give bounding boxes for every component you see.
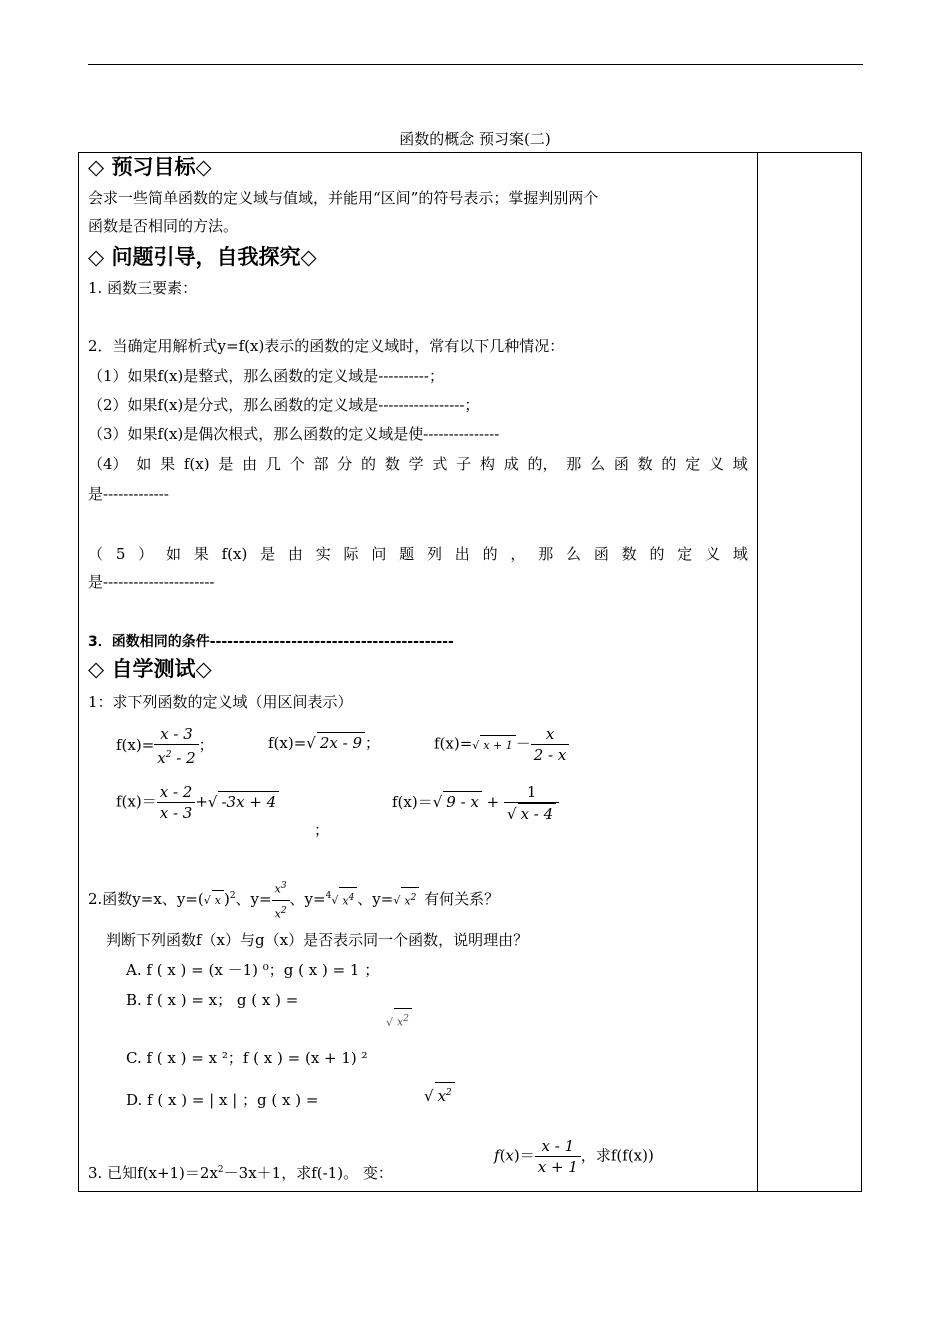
case-5-word: 是 bbox=[260, 545, 276, 563]
case-4-word: 的 bbox=[361, 455, 377, 473]
formula-4: f(x)＝ $\frac{x - 2}{x - 3}$ +√ -3x + 4 bbox=[116, 782, 279, 823]
case-4-word: 的 bbox=[661, 455, 677, 473]
case-5-word: 问 bbox=[371, 545, 387, 563]
goal-text-1: 会求一些简单函数的定义域与值域，并能用“区间”的符号表示；掌握判别两个 bbox=[88, 189, 599, 207]
option-a: A. f ( x ) = (x －1) ⁰；g ( x ) = 1 ； bbox=[126, 961, 380, 979]
case-4-word: f(x) bbox=[183, 455, 210, 473]
case-4-line bbox=[88, 454, 748, 474]
formula-5: f(x)＝√ 9 - x + $\frac{1}{√ x - 4}$ bbox=[392, 782, 559, 824]
case-5-word: 义 bbox=[705, 545, 721, 563]
case-5-word: 么 bbox=[566, 545, 582, 563]
q1-text: 1. 函数三要素： bbox=[88, 279, 198, 297]
case-5-word: 列 bbox=[426, 545, 442, 563]
case-4-word: 式 bbox=[432, 455, 448, 473]
case-5-word: 如 bbox=[165, 545, 181, 563]
q2-text: 2．当确定用解析式y=f(x)表示的函数的定义域时，常有以下几种情况： bbox=[88, 337, 565, 355]
case-4-word: 由 bbox=[242, 455, 258, 473]
test-2-suffix: 有何关系？ bbox=[424, 890, 500, 909]
case-4-word: 如 bbox=[136, 455, 152, 473]
case-4-word: 几 bbox=[265, 455, 281, 473]
case-5-word: ， bbox=[510, 545, 526, 563]
case-4-word: 部 bbox=[313, 455, 329, 473]
goal-text-2: 函数是否相同的方法。 bbox=[88, 217, 239, 235]
case-4-word: 分 bbox=[337, 455, 353, 473]
judge-text: 判断下列函数f（x）与g（x）是否表示同一个函数，说明理由？ bbox=[106, 931, 529, 949]
case-4-word: 么 bbox=[590, 455, 606, 473]
case-4-word: 成 bbox=[503, 455, 519, 473]
case-5-word: 数 bbox=[621, 545, 637, 563]
option-d-radical: √ $x^2$ bbox=[424, 1082, 455, 1106]
case-4-word: 子 bbox=[456, 455, 472, 473]
formula-1: f(x)= $\frac{x - 3}{x^2 - 2}$ ； bbox=[116, 725, 214, 767]
option-b: B. f ( x ) = x； g ( x ) = bbox=[126, 991, 299, 1009]
test-1-text: 1：求下列函数的定义域（用区间表示） bbox=[88, 693, 353, 711]
side-column-divider bbox=[757, 152, 758, 1192]
case-5-word: 果 bbox=[193, 545, 209, 563]
formula-3: f(x)=√ x + 1 － $\frac{x}{2 - x}$ bbox=[434, 724, 569, 765]
case-5-word: 5 bbox=[115, 545, 126, 563]
goal-heading: ◇ 预习目标◇ bbox=[88, 155, 212, 179]
test-3-part-a: 3. 已知f(x+1)＝2x bbox=[88, 1164, 218, 1182]
main-content bbox=[88, 152, 750, 1192]
case-4-word: 构 bbox=[479, 455, 495, 473]
option-b-radical: √ $x^2$ bbox=[386, 1008, 412, 1033]
case-4-word: 的， bbox=[527, 455, 558, 473]
case-4-word: 那 bbox=[566, 455, 582, 473]
test-3-formula: f(x)＝ $\frac{x - 1}{x + 1}$ ，求f(f(x)) bbox=[494, 1137, 654, 1176]
case-4-word: 函 bbox=[613, 455, 629, 473]
case-5-word: 函 bbox=[593, 545, 609, 563]
case-4-word: （4） bbox=[88, 455, 128, 473]
case-1: （1）如果f(x)是整式，那么函数的定义域是----------； bbox=[88, 367, 444, 385]
case-5-word: 的 bbox=[482, 545, 498, 563]
case-4-word: 学 bbox=[408, 455, 424, 473]
case-5-word: f(x) bbox=[221, 545, 248, 563]
case-5-blank: 是---------------------- bbox=[88, 573, 215, 591]
case-5-word: 由 bbox=[287, 545, 303, 563]
case-5-word: 题 bbox=[399, 545, 415, 563]
test-3-part-b: －3x＋1，求f(-1)。 变： bbox=[223, 1164, 393, 1182]
case-5-word: 的 bbox=[649, 545, 665, 563]
q3-text: 3．函数相同的条件------------------------------------------ bbox=[88, 634, 454, 650]
case-5-word: 际 bbox=[343, 545, 359, 563]
case-5-word: 域 bbox=[732, 545, 748, 563]
case-4-blank: 是------------- bbox=[88, 485, 169, 503]
case-5-word: 定 bbox=[677, 545, 693, 563]
formula-4-sep: ； bbox=[314, 821, 330, 839]
case-4-word: 果 bbox=[160, 455, 176, 473]
test-3-line: 3. 已知$f(x+1)=2x^2-3x+1$，求f(-1)。 变： bbox=[88, 1164, 393, 1182]
header-rule bbox=[88, 64, 863, 65]
case-2: （2）如果f(x)是分式，那么函数的定义域是-----------------； bbox=[88, 396, 480, 414]
case-5-line bbox=[88, 544, 748, 564]
case-3: （3）如果f(x)是偶次根式，那么函数的定义域是使--------------- bbox=[88, 425, 500, 443]
test-2-prefix: 2.函数y=x、y=( bbox=[88, 890, 204, 909]
option-d: D. f ( x ) = | x | ；g ( x ) = bbox=[126, 1091, 319, 1109]
case-4-word: 个 bbox=[289, 455, 305, 473]
case-4-word: 数 bbox=[637, 455, 653, 473]
case-4-word: 数 bbox=[384, 455, 400, 473]
case-5-word: 出 bbox=[454, 545, 470, 563]
case-4-word: 定 bbox=[685, 455, 701, 473]
guide-heading: ◇ 问题引导，自我探究◇ bbox=[88, 245, 317, 269]
case-5-word: 实 bbox=[315, 545, 331, 563]
test-3-part-c: ，求f(f(x)) bbox=[580, 1146, 654, 1165]
case-5-word: （ bbox=[88, 545, 104, 563]
case-5-word: ） bbox=[138, 545, 154, 563]
test-heading: ◇ 自学测试◇ bbox=[88, 657, 212, 681]
test-2-text: 2.函数y=x、y=(√ x )$^2$、y= $\frac{x^3}{x^2}$ 、y=$^4$√ $x^4$ 、y=√ $x^2$ 有何关系？ bbox=[88, 876, 499, 924]
doc-title: 函数的概念 预习案(二) bbox=[399, 130, 551, 148]
formula-2: f(x)=√ 2x - 9 ； bbox=[268, 734, 381, 752]
case-4-word: 义 bbox=[708, 455, 724, 473]
case-4-word: 是 bbox=[218, 455, 234, 473]
case-5-word: 那 bbox=[538, 545, 554, 563]
case-4-word: 域 bbox=[732, 455, 748, 473]
option-c: C. f ( x ) = x ²；f ( x ) = (x + 1) ² bbox=[126, 1049, 368, 1067]
